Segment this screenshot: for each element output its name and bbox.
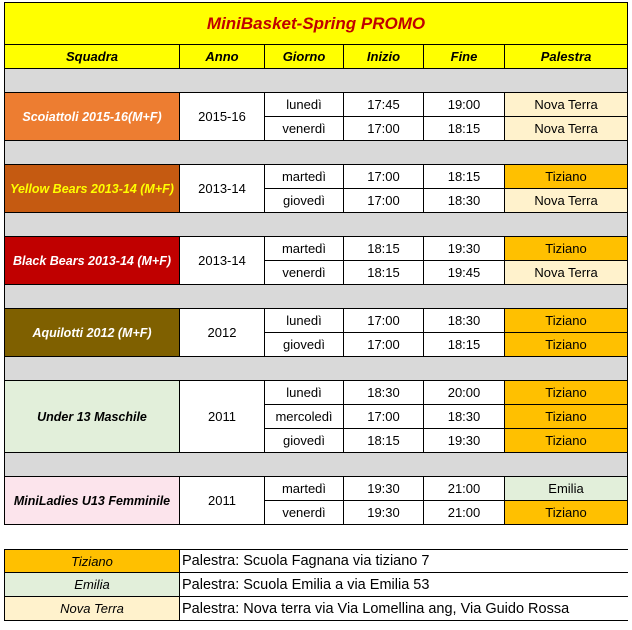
legend-gym-description: Palestra: Scuola Fagnana via tiziano 7 bbox=[180, 549, 628, 573]
session-day: martedì bbox=[265, 237, 344, 261]
session-start: 18:15 bbox=[344, 261, 424, 285]
session-day: lunedì bbox=[265, 93, 344, 117]
session-end: 18:15 bbox=[424, 117, 505, 141]
session-gym: Nova Terra bbox=[505, 93, 628, 117]
session-day: venerdì bbox=[265, 261, 344, 285]
session-day: martedì bbox=[265, 165, 344, 189]
session-end: 21:00 bbox=[424, 477, 505, 501]
session-gym: Tiziano bbox=[505, 405, 628, 429]
session-day: giovedì bbox=[265, 189, 344, 213]
team-name: Aquilotti 2012 (M+F) bbox=[4, 309, 180, 357]
session-start: 19:30 bbox=[344, 501, 424, 525]
team-name: Scoiattoli 2015-16(M+F) bbox=[4, 93, 180, 141]
team-name: Yellow Bears 2013-14 (M+F) bbox=[4, 165, 180, 213]
session-gym: Tiziano bbox=[505, 381, 628, 405]
session-gym: Emilia bbox=[505, 477, 628, 501]
column-header: Anno bbox=[180, 45, 265, 69]
session-day: giovedì bbox=[265, 429, 344, 453]
separator-row bbox=[4, 285, 628, 309]
session-end: 19:45 bbox=[424, 261, 505, 285]
session-end: 18:30 bbox=[424, 189, 505, 213]
session-day: lunedì bbox=[265, 309, 344, 333]
session-start: 19:30 bbox=[344, 477, 424, 501]
column-header: Giorno bbox=[265, 45, 344, 69]
team-name: Under 13 Maschile bbox=[4, 381, 180, 453]
column-header: Inizio bbox=[344, 45, 424, 69]
session-start: 17:00 bbox=[344, 117, 424, 141]
team-name: Black Bears 2013-14 (M+F) bbox=[4, 237, 180, 285]
session-day: venerdì bbox=[265, 117, 344, 141]
team-name: MiniLadies U13 Femminile bbox=[4, 477, 180, 525]
session-start: 17:00 bbox=[344, 189, 424, 213]
session-start: 17:00 bbox=[344, 309, 424, 333]
session-gym: Tiziano bbox=[505, 429, 628, 453]
session-end: 20:00 bbox=[424, 381, 505, 405]
separator-row bbox=[4, 453, 628, 477]
session-end: 19:00 bbox=[424, 93, 505, 117]
legend-gym-name: Tiziano bbox=[4, 549, 180, 573]
session-day: mercoledì bbox=[265, 405, 344, 429]
session-end: 19:30 bbox=[424, 237, 505, 261]
session-end: 21:00 bbox=[424, 501, 505, 525]
session-gym: Tiziano bbox=[505, 165, 628, 189]
session-day: lunedì bbox=[265, 381, 344, 405]
session-end: 18:30 bbox=[424, 309, 505, 333]
session-end: 18:15 bbox=[424, 165, 505, 189]
legend-gym-description: Palestra: Scuola Emilia a via Emilia 53 bbox=[180, 573, 628, 597]
team-year: 2012 bbox=[180, 309, 265, 357]
team-year: 2011 bbox=[180, 381, 265, 453]
team-year: 2015-16 bbox=[180, 93, 265, 141]
session-gym: Tiziano bbox=[505, 333, 628, 357]
separator-row bbox=[4, 141, 628, 165]
session-gym: Tiziano bbox=[505, 237, 628, 261]
column-header: Palestra bbox=[505, 45, 628, 69]
session-start: 17:00 bbox=[344, 333, 424, 357]
session-end: 18:30 bbox=[424, 405, 505, 429]
session-start: 18:30 bbox=[344, 381, 424, 405]
team-year: 2011 bbox=[180, 477, 265, 525]
session-gym: Tiziano bbox=[505, 309, 628, 333]
session-gym: Nova Terra bbox=[505, 117, 628, 141]
session-day: martedì bbox=[265, 477, 344, 501]
session-start: 17:45 bbox=[344, 93, 424, 117]
session-start: 18:15 bbox=[344, 429, 424, 453]
session-day: venerdì bbox=[265, 501, 344, 525]
session-start: 17:00 bbox=[344, 405, 424, 429]
column-header: Fine bbox=[424, 45, 505, 69]
session-gym: Nova Terra bbox=[505, 261, 628, 285]
page-title: MiniBasket-Spring PROMO bbox=[4, 2, 628, 45]
session-day: giovedì bbox=[265, 333, 344, 357]
legend-gym-name: Emilia bbox=[4, 573, 180, 597]
session-gym: Nova Terra bbox=[505, 189, 628, 213]
separator-row bbox=[4, 69, 628, 93]
session-start: 17:00 bbox=[344, 165, 424, 189]
session-end: 18:15 bbox=[424, 333, 505, 357]
session-end: 19:30 bbox=[424, 429, 505, 453]
legend-gym-description: Palestra: Nova terra via Via Lomellina ang, Via Guido Rossa bbox=[180, 597, 628, 621]
session-gym: Tiziano bbox=[505, 501, 628, 525]
team-year: 2013-14 bbox=[180, 237, 265, 285]
team-year: 2013-14 bbox=[180, 165, 265, 213]
column-header: Squadra bbox=[4, 45, 180, 69]
separator-row bbox=[4, 357, 628, 381]
session-start: 18:15 bbox=[344, 237, 424, 261]
separator-row bbox=[4, 213, 628, 237]
legend-gym-name: Nova Terra bbox=[4, 597, 180, 621]
